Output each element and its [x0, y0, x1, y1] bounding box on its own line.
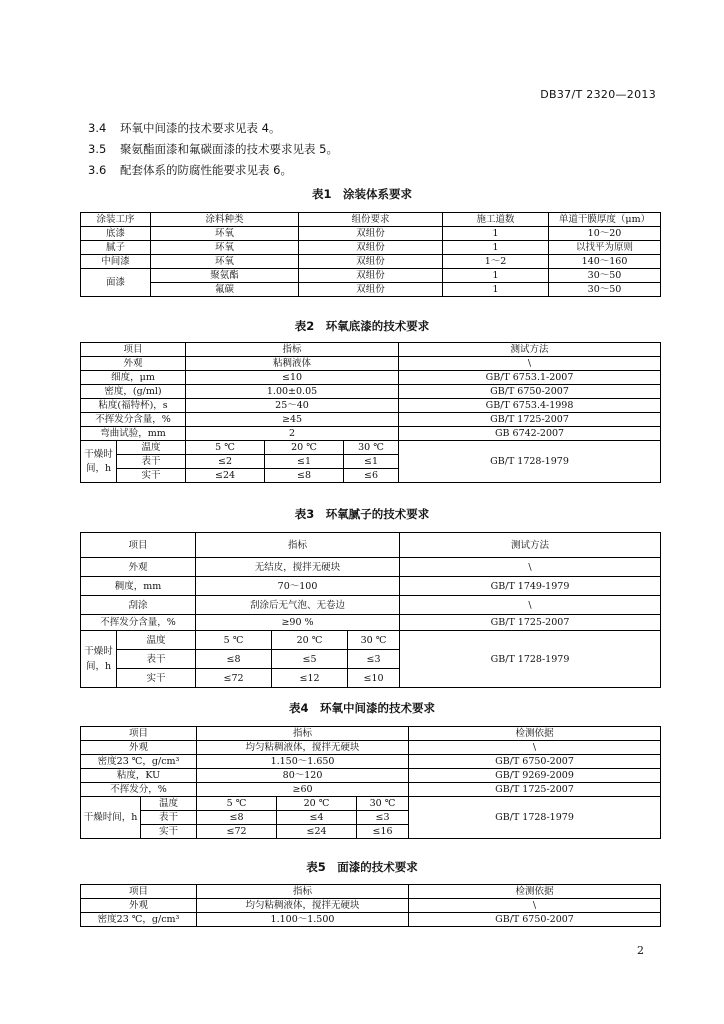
table-cell: 均匀粘稠液体，搅拌无硬块: [197, 899, 409, 913]
table-row: [81, 577, 661, 596]
table-cell: 外观: [81, 899, 197, 913]
table-header-row: [81, 213, 661, 227]
table-cell: 外观: [81, 357, 186, 371]
table-cell: 指标: [197, 727, 409, 741]
table3: [80, 532, 661, 688]
table-cell: ≤2: [186, 455, 265, 469]
table-cell: 涂装工序: [81, 213, 151, 227]
table-cell: 施工道数: [443, 213, 549, 227]
clause-item: 3.5 聚氨酯面漆和氟碳面漆的技术要求见表 5。: [88, 142, 338, 156]
table-cell: 1.100～1.500: [197, 913, 409, 927]
table-cell: ≥45: [186, 413, 399, 427]
table-row: [81, 783, 661, 797]
table-cell: 双组份: [299, 241, 443, 255]
table-cell: 弯曲试验，mm: [81, 427, 186, 441]
table-cell: 检测依据: [409, 727, 661, 741]
table-cell: 单道干膜厚度（μm）: [549, 213, 661, 227]
table-cell: 80～120: [197, 769, 409, 783]
table-cell: GB 6742-2007: [399, 427, 661, 441]
table-cell: 不挥发分含量，%: [81, 413, 186, 427]
table-row: [81, 913, 661, 927]
table-cell: 表干: [117, 650, 196, 669]
table-cell: 氟碳: [151, 283, 299, 297]
table-cell: GB/T 1725-2007: [399, 413, 661, 427]
table-cell: ≤4: [277, 811, 357, 825]
table-row: [81, 357, 661, 371]
table-header-row: [81, 727, 661, 741]
table-row: [81, 413, 661, 427]
table4-title: 表4 环氧中间漆的技术要求: [288, 701, 435, 715]
table-cell: ≤1: [344, 455, 399, 469]
table-cell: 1.00±0.05: [186, 385, 399, 399]
table-cell: GB/T 9269-2009: [409, 769, 661, 783]
table-cell: 检测依据: [409, 885, 661, 899]
table-cell: ≤12: [272, 669, 348, 688]
table-cell: ≤1: [265, 455, 344, 469]
table-cell: 20 ℃: [272, 631, 348, 650]
table-cell: 指标: [197, 885, 409, 899]
table-row: [81, 797, 661, 811]
table-cell: 不挥发分含量，%: [81, 615, 196, 631]
table-cell: 140～160: [549, 255, 661, 269]
clause-list: [88, 118, 338, 181]
table-row: [81, 385, 661, 399]
table-row: [81, 755, 661, 769]
table-cell: 细度，μm: [81, 371, 186, 385]
table-row: [81, 741, 661, 755]
table-cell: ≤24: [277, 825, 357, 839]
table2-title: 表2 环氧底漆的技术要求: [294, 319, 430, 333]
table-cell: 30～50: [549, 269, 661, 283]
table5: [80, 884, 661, 927]
table-cell: 密度23 ℃，g/cm³: [81, 913, 197, 927]
table-cell: 温度: [117, 441, 186, 455]
table-row: [81, 769, 661, 783]
table-cell: 双组份: [299, 269, 443, 283]
table-cell: 温度: [141, 797, 197, 811]
table-cell: 1: [443, 283, 549, 297]
table-cell: 均匀粘稠液体，搅拌无硬块: [197, 741, 409, 755]
table-cell: 底漆: [81, 227, 151, 241]
table-cell: 项目: [81, 727, 197, 741]
table-cell: 2: [186, 427, 399, 441]
table-cell: 温度: [117, 631, 196, 650]
table-cell: 腻子: [81, 241, 151, 255]
table-cell: 项目: [81, 885, 197, 899]
table-cell: 1: [443, 269, 549, 283]
table-cell: 组份要求: [299, 213, 443, 227]
table-row: [81, 441, 661, 455]
table-cell: 聚氨酯: [151, 269, 299, 283]
table-cell: GB/T 6753.1-2007: [399, 371, 661, 385]
table-cell: 双组份: [299, 227, 443, 241]
table-cell: 25～40: [186, 399, 399, 413]
table-row: [81, 631, 661, 650]
table-cell: 外观: [81, 558, 196, 577]
table-cell: 实干: [117, 469, 186, 483]
table4: [80, 726, 661, 839]
table-cell: 指标: [196, 533, 400, 558]
table-cell: 环氧: [151, 227, 299, 241]
table-cell: 1: [443, 241, 549, 255]
table-cell: 1.150～1.650: [197, 755, 409, 769]
table-cell: 双组份: [299, 283, 443, 297]
table-cell: 干燥时间，h: [81, 631, 117, 688]
table-cell: 实干: [117, 669, 196, 688]
table-cell: 5 ℃: [196, 631, 272, 650]
table-cell: GB/T 1728-1979: [400, 631, 661, 688]
table5-title: 表5 面漆的技术要求: [306, 860, 418, 874]
table-cell: 面漆: [81, 269, 151, 297]
clause-item: 3.4 环氧中间漆的技术要求见表 4。: [88, 121, 281, 135]
table-cell: 粘稠液体: [186, 357, 399, 371]
table-cell: \: [409, 899, 661, 913]
table-cell: 密度23 ℃，g/cm³: [81, 755, 197, 769]
table-cell: 刮涂后无气泡、无卷边: [196, 596, 400, 615]
table-cell: ≤8: [196, 650, 272, 669]
table-cell: 稠度，mm: [81, 577, 196, 596]
table-cell: 测试方法: [399, 343, 661, 357]
table-cell: 表干: [141, 811, 197, 825]
table-cell: GB/T 1728-1979: [399, 441, 661, 483]
table-cell: 中间漆: [81, 255, 151, 269]
table-cell: \: [400, 558, 661, 577]
standard-code: DB37/T 2320—2013: [540, 88, 656, 101]
table-cell: 10～20: [549, 227, 661, 241]
table-row: [81, 241, 661, 255]
table-cell: GB/T 6750-2007: [409, 755, 661, 769]
table-cell: ≤72: [197, 825, 277, 839]
table-cell: \: [409, 741, 661, 755]
table-cell: 1: [443, 227, 549, 241]
table-header-row: [81, 885, 661, 899]
table-cell: 30 ℃: [344, 441, 399, 455]
table-cell: 测试方法: [400, 533, 661, 558]
table-cell: 1～2: [443, 255, 549, 269]
table-cell: 5 ℃: [197, 797, 277, 811]
table-cell: ≤24: [186, 469, 265, 483]
table-cell: ≤6: [344, 469, 399, 483]
table-cell: 刮涂: [81, 596, 196, 615]
table-cell: 项目: [81, 343, 186, 357]
table-header-row: [81, 343, 661, 357]
table-cell: GB/T 1749-1979: [400, 577, 661, 596]
table-row: [81, 615, 661, 631]
table-cell: GB/T 6750-2007: [409, 913, 661, 927]
table-cell: 涂料种类: [151, 213, 299, 227]
table-cell: GB/T 6750-2007: [399, 385, 661, 399]
table-cell: 无结皮，搅拌无硬块: [196, 558, 400, 577]
clause-item: 3.6 配套体系的防腐性能要求见表 6。: [88, 163, 292, 177]
table-cell: \: [400, 596, 661, 615]
table-cell: 干燥时间，h: [81, 441, 117, 483]
table-cell: GB/T 1728-1979: [409, 797, 661, 839]
table-cell: ≤16: [357, 825, 409, 839]
table-cell: 20 ℃: [265, 441, 344, 455]
table-row: [81, 399, 661, 413]
table-cell: GB/T 6753.4-1998: [399, 399, 661, 413]
table-row: [81, 899, 661, 913]
table-cell: ≤3: [348, 650, 400, 669]
table-cell: 30～50: [549, 283, 661, 297]
table-cell: 项目: [81, 533, 196, 558]
table-cell: ≤8: [197, 811, 277, 825]
table-cell: 环氧: [151, 241, 299, 255]
table-row: [81, 227, 661, 241]
table-cell: 双组份: [299, 255, 443, 269]
table-cell: 粘度(福特杯)，s: [81, 399, 186, 413]
table-cell: ≤8: [265, 469, 344, 483]
table-cell: ≤5: [272, 650, 348, 669]
table-cell: 实干: [141, 825, 197, 839]
table-cell: GB/T 1725-2007: [400, 615, 661, 631]
table-cell: 70～100: [196, 577, 400, 596]
table-row: [81, 371, 661, 385]
table-cell: ≥90 %: [196, 615, 400, 631]
table-row: [81, 255, 661, 269]
table-cell: ≤3: [357, 811, 409, 825]
table-cell: 环氧: [151, 255, 299, 269]
table-row: [81, 283, 661, 297]
table-cell: 指标: [186, 343, 399, 357]
table-cell: ≥60: [197, 783, 409, 797]
table-header-row: [81, 533, 661, 558]
table-cell: 30 ℃: [357, 797, 409, 811]
table2: [80, 342, 661, 483]
table-cell: ≤10: [186, 371, 399, 385]
table-row: [81, 427, 661, 441]
table-row: [81, 269, 661, 283]
table-cell: \: [399, 357, 661, 371]
table1-title: 表1 涂装体系要求: [311, 187, 412, 201]
table-row: [81, 558, 661, 577]
table-cell: GB/T 1725-2007: [409, 783, 661, 797]
table-cell: 密度，(g/ml): [81, 385, 186, 399]
table1: [80, 212, 661, 297]
table-row: [81, 596, 661, 615]
table-cell: 表干: [117, 455, 186, 469]
table-cell: ≤72: [196, 669, 272, 688]
table-cell: ≤10: [348, 669, 400, 688]
table-cell: 粘度，KU: [81, 769, 197, 783]
table3-title: 表3 环氧腻子的技术要求: [294, 507, 430, 521]
table-cell: 5 ℃: [186, 441, 265, 455]
page-number: 2: [637, 944, 644, 957]
table-cell: 30 ℃: [348, 631, 400, 650]
table-cell: 外观: [81, 741, 197, 755]
table-cell: 干燥时间，h: [81, 797, 141, 839]
table-cell: 不挥发分，%: [81, 783, 197, 797]
table-cell: 以找平为原则: [549, 241, 661, 255]
table-cell: 20 ℃: [277, 797, 357, 811]
